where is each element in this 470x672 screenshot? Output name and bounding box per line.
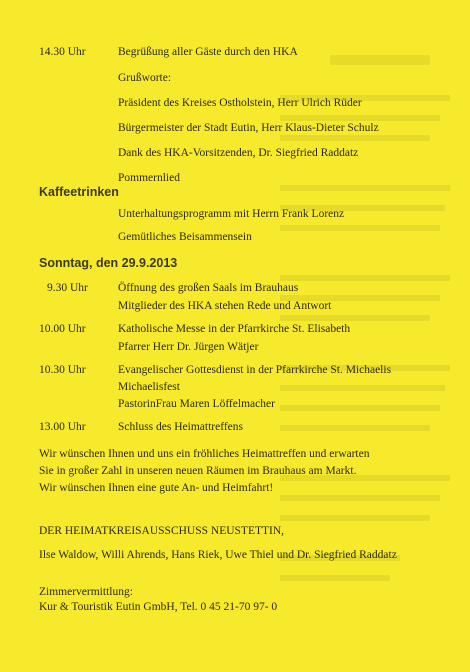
closing-line: Wir wünschen Ihnen eine gute An- und Heimfahrt!	[39, 482, 274, 494]
closing-line: Sie in großer Zahl in unseren neuen Räumen im Brauhaus am Markt.	[39, 465, 357, 477]
committee-members: Ilse Waldow, Willi Ahrends, Hans Riek, Uwe Thiel und Dr. Siegfried Raddatz	[39, 549, 397, 561]
sunday-line: Pfarrer Herr Dr. Jürgen Wätjer	[118, 341, 259, 353]
sunday-line: Schluss des Heimattreffens	[118, 421, 243, 433]
grussworte-label: Grußworte:	[118, 72, 172, 84]
closing-line: Wir wünschen Ihnen und uns ein fröhliches Heimattreffen und erwarten	[39, 448, 370, 460]
kaffeetrinken-heading: Kaffeetrinken	[39, 185, 119, 199]
sunday-time: 9.30 Uhr	[47, 282, 88, 294]
sunday-line: Katholische Messe in der Pfarrkirche St. Elisabeth	[118, 323, 351, 335]
sunday-line: Öffnung des großen Saals im Brauhaus	[118, 282, 299, 294]
sunday-line: Mitglieder des HKA stehen Rede und Antwort	[118, 300, 332, 312]
kaffeetrinken-item: Unterhaltungsprogramm mit Herrn Frank Lorenz	[118, 208, 345, 220]
grusswort-item: Bürgermeister der Stadt Eutin, Herr Klaus-Dieter Schulz	[118, 122, 379, 134]
sunday-heading: Sonntag, den 29.9.2013	[39, 256, 178, 270]
committee-title: DER HEIMATKREISAUSSCHUSS NEUSTETTIN,	[39, 525, 285, 537]
grusswort-item: Präsident des Kreises Ostholstein, Herr Ulrich Rüder	[118, 97, 362, 109]
grusswort-item: Dank des HKA-Vorsitzenden, Dr. Siegfried Raddatz	[118, 147, 359, 159]
sunday-line: Evangelischer Gottesdienst in der Pfarrkirche St. Michaelis	[118, 364, 392, 376]
sunday-line: PastorinFrau Maren Löffelmacher	[118, 398, 275, 410]
time-1430: 14.30 Uhr	[39, 46, 86, 58]
sunday-line: Michaelisfest	[118, 381, 180, 393]
sunday-time: 13.00 Uhr	[39, 421, 86, 433]
sunday-time: 10.30 Uhr	[39, 364, 86, 376]
accommodation-contact: Kur & Touristik Eutin GmbH, Tel. 0 45 21-70 97- 0	[39, 601, 278, 613]
accommodation-label: Zimmervermittlung:	[39, 586, 133, 598]
greeting-text: Begrüßung aller Gäste durch den HKA	[118, 46, 298, 58]
sunday-time: 10.00 Uhr	[39, 323, 86, 335]
kaffeetrinken-item: Gemütliches Beisammensein	[118, 231, 252, 243]
grusswort-item: Pommernlied	[118, 172, 180, 184]
